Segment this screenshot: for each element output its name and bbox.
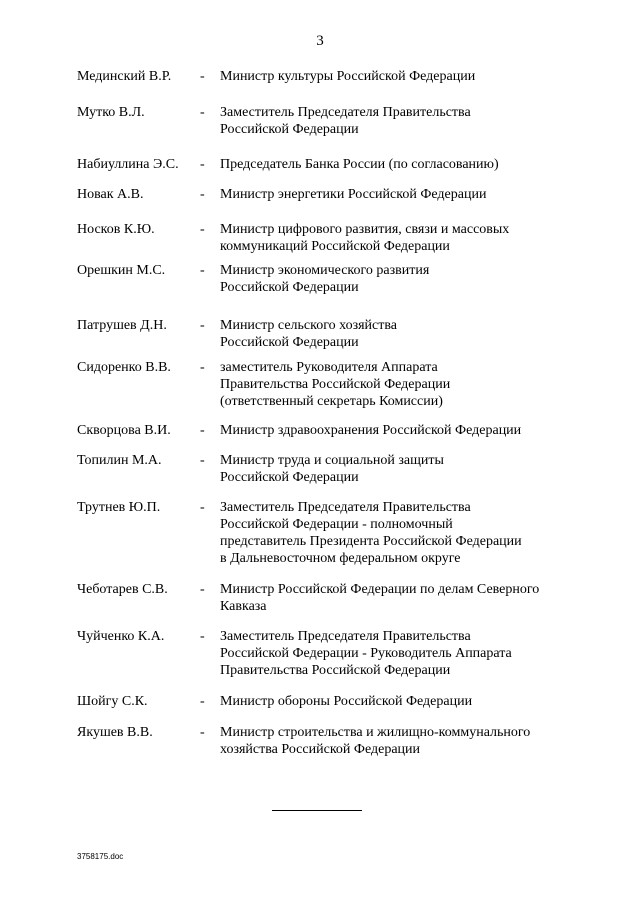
member-dash: - <box>200 423 205 438</box>
member-name: Топилин М.А. <box>77 453 162 468</box>
member-role: Заместитель Председателя Правительства Российской Федерации - Руководитель Аппарата Правительства Российской Федерации <box>220 629 512 678</box>
member-role: Министр Российской Федерации по делам Северного Кавказа <box>220 582 540 614</box>
member-name: Чеботарев С.В. <box>77 582 168 597</box>
member-row <box>77 422 597 452</box>
member-name: Новак А.В. <box>77 187 144 202</box>
member-row <box>77 724 597 760</box>
member-role: Председатель Банка России (по согласованию) <box>220 157 499 172</box>
member-name: Якушев В.В. <box>77 725 153 740</box>
member-name: Носков К.Ю. <box>77 222 155 237</box>
member-dash: - <box>200 318 205 333</box>
member-dash: - <box>200 582 205 597</box>
member-row <box>77 693 597 724</box>
member-dash: - <box>200 263 205 278</box>
member-dash: - <box>200 222 205 237</box>
member-name: Сидоренко В.В. <box>77 360 171 375</box>
page-number: 3 <box>316 33 324 49</box>
member-dash: - <box>200 157 205 172</box>
member-name: Патрушев Д.Н. <box>77 318 167 333</box>
member-role: Министр цифрового развития, связи и массовых коммуникаций Российской Федерации <box>220 222 510 254</box>
member-row <box>77 221 597 262</box>
commission-member-list <box>77 68 597 760</box>
member-dash: - <box>200 360 205 375</box>
member-row <box>77 628 597 693</box>
member-name: Скворцова В.И. <box>77 423 171 438</box>
member-dash: - <box>200 69 205 84</box>
member-role: Министр сельского хозяйства Российской Федерации <box>220 318 397 350</box>
member-role: Министр экономического развития Российской Федерации <box>220 263 430 295</box>
member-row <box>77 186 597 221</box>
member-role: Министр здравоохранения Российской Федерации <box>220 423 522 438</box>
member-row <box>77 156 597 186</box>
member-role: Заместитель Председателя Правительства Российской Федерации - полномочный представитель Президента Российской Федерации в Дальневосточном федеральном округе <box>220 500 522 566</box>
member-dash: - <box>200 500 205 515</box>
member-role: Министр обороны Российской Федерации <box>220 694 473 709</box>
member-name: Чуйченко К.А. <box>77 629 165 644</box>
member-row <box>77 104 597 156</box>
member-name: Набиуллина Э.С. <box>77 157 179 172</box>
member-name: Орешкин М.С. <box>77 263 166 278</box>
member-name: Мединский В.Р. <box>77 69 172 84</box>
end-of-list-separator <box>272 810 362 811</box>
member-dash: - <box>200 453 205 468</box>
member-role: заместитель Руководителя Аппарата Правительства Российской Федерации (ответственный секретарь Комиссии) <box>220 360 451 409</box>
member-name: Трутнев Ю.П. <box>77 500 161 515</box>
member-row <box>77 452 597 499</box>
member-row <box>77 68 597 104</box>
member-row <box>77 581 597 628</box>
member-dash: - <box>200 105 205 120</box>
member-role: Заместитель Председателя Правительства Российской Федерации <box>220 105 471 137</box>
member-row <box>77 359 597 422</box>
member-row <box>77 499 597 581</box>
member-dash: - <box>200 725 205 740</box>
member-name: Шойгу С.К. <box>77 694 148 709</box>
member-name: Мутко В.Л. <box>77 105 145 120</box>
member-role: Министр энергетики Российской Федерации <box>220 187 487 202</box>
member-dash: - <box>200 187 205 202</box>
member-row <box>77 317 597 359</box>
member-role: Министр труда и социальной защиты Российской Федерации <box>220 453 444 485</box>
member-role: Министр культуры Российской Федерации <box>220 69 476 84</box>
member-dash: - <box>200 629 205 644</box>
member-dash: - <box>200 694 205 709</box>
member-role: Министр строительства и жилищно-коммунального хозяйства Российской Федерации <box>220 725 531 757</box>
member-row <box>77 262 597 317</box>
footer-document-id: 3758175.doc <box>77 852 124 861</box>
